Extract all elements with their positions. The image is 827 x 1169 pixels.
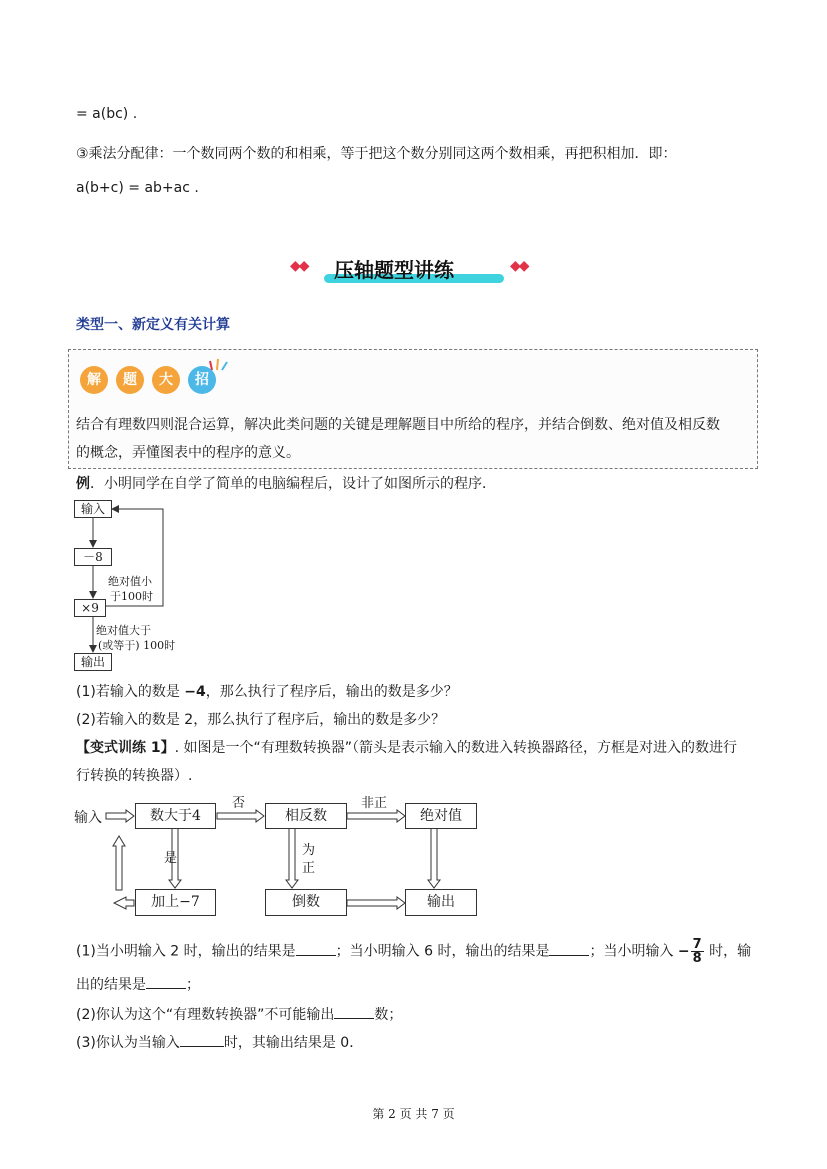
variant-q2: (2)你认为这个“有理数转换器”不可能输出 数； — [76, 1004, 402, 1024]
example-q2: (2)若输入的数是 2，那么执行了程序后，输出的数是多少？ — [76, 712, 446, 728]
variant-intro-line1 — [76, 737, 737, 757]
ex-exit-label-2: (或等于) 100时 — [98, 639, 176, 652]
badge-char-1: 解 — [80, 366, 108, 394]
vf-pos-label-1: 为 — [302, 843, 316, 858]
vf-input-label: 输入 — [74, 810, 102, 826]
distributive-law-formula: a(b+c) = ab+ac . — [76, 180, 199, 196]
badge-char-2: 题 — [116, 366, 144, 394]
page-footer: 第 2 页 共 7 页 — [372, 1107, 455, 1121]
answer-blank-3[interactable] — [146, 974, 186, 989]
associative-law-tail: = a(bc) . — [76, 106, 138, 122]
ex-exit-label-1: 绝对值大于 — [96, 624, 151, 637]
banner-title: 压轴题型讲练 — [334, 258, 454, 282]
sparkle-icon — [208, 358, 230, 372]
example-intro — [76, 473, 496, 493]
ex-minus8-box: －8 — [74, 548, 112, 566]
example-label: 例 — [76, 476, 90, 492]
example-intro-text: ．小明同学在自学了简单的电脑编程后，设计了如图所示的程序． — [90, 476, 496, 492]
vf-output-box: 输出 — [405, 889, 477, 916]
vf-gt4-box: 数大于4 — [135, 803, 216, 829]
badge-char-4: 招 — [188, 366, 216, 394]
vf-neg-box: 相反数 — [265, 803, 347, 829]
distributive-law-text: ③乘法分配律：一个数同两个数的和相乘，等于把这个数分别同这两个数相乘，再把积相加．即： — [76, 146, 677, 162]
variant-q1-line1: (1)当小明输入 2 时，输出的结果是 ；当小明输入 6 时，输出的结果是 ；当小明输入 − $\frac{7}{8}$ 时，输 — [76, 937, 752, 966]
answer-blank-4[interactable] — [334, 1004, 374, 1019]
ex-output-box: 输出 — [74, 653, 112, 671]
variant-intro-line2: 行转换的转换器）. — [76, 768, 193, 784]
answer-blank-5[interactable] — [180, 1032, 224, 1047]
ex-times9-box: ×9 — [74, 599, 106, 617]
answer-blank-1[interactable] — [296, 941, 336, 956]
vf-no-label: 否 — [232, 796, 246, 811]
vf-recip-box: 倒数 — [265, 889, 347, 916]
fraction-seven-eighths: $\frac{7}{8}$ — [692, 937, 702, 966]
tip-text-line2: 的概念，弄懂图表中的程序的意义。 — [76, 445, 300, 461]
banner-right-diamonds: ◆◆ — [510, 258, 528, 274]
tip-text-line1: 结合有理数四则混合运算，解决此类问题的关键是理解题目中所给的程序，并结合倒数、绝对值及相反数 — [76, 417, 720, 433]
ex-input-box: 输入 — [74, 500, 112, 518]
ex-loop-label-1: 绝对值小 — [108, 575, 152, 588]
variant-intro-text: . 如图是一个“有理数转换器”（箭头是表示输入的数进入转换器路径，方框是对进入的数进行 — [174, 740, 738, 756]
variant-q1-line2: 出的结果是 ； — [76, 974, 200, 994]
ex-loop-label-2: 于100时 — [110, 590, 153, 603]
answer-blank-2[interactable] — [549, 941, 589, 956]
vf-pos-label-2: 正 — [302, 861, 316, 876]
tip-badge — [80, 358, 240, 402]
type1-heading: 类型一、新定义有关计算 — [76, 317, 230, 333]
variant-q3: (3)你认为当输入 时，其输出结果是 0． — [76, 1032, 363, 1052]
variant-label: 【变式训练 1】 — [76, 740, 175, 756]
section-banner — [290, 256, 540, 284]
variant-flowchart — [74, 790, 484, 925]
vf-yes-label: 是 — [164, 851, 178, 866]
vf-add7-box: 加上−7 — [135, 889, 216, 916]
vf-nonpos-label: 非正 — [361, 796, 388, 811]
example-q1: (1)若输入的数是 −4，那么执行了程序后，输出的数是多少？ — [76, 684, 458, 700]
banner-left-diamonds: ◆◆ — [290, 258, 308, 274]
example-flowchart — [74, 498, 214, 674]
vf-abs-box: 绝对值 — [405, 803, 477, 829]
badge-char-3: 大 — [152, 366, 180, 394]
example-q1-value: −4 — [184, 684, 206, 700]
